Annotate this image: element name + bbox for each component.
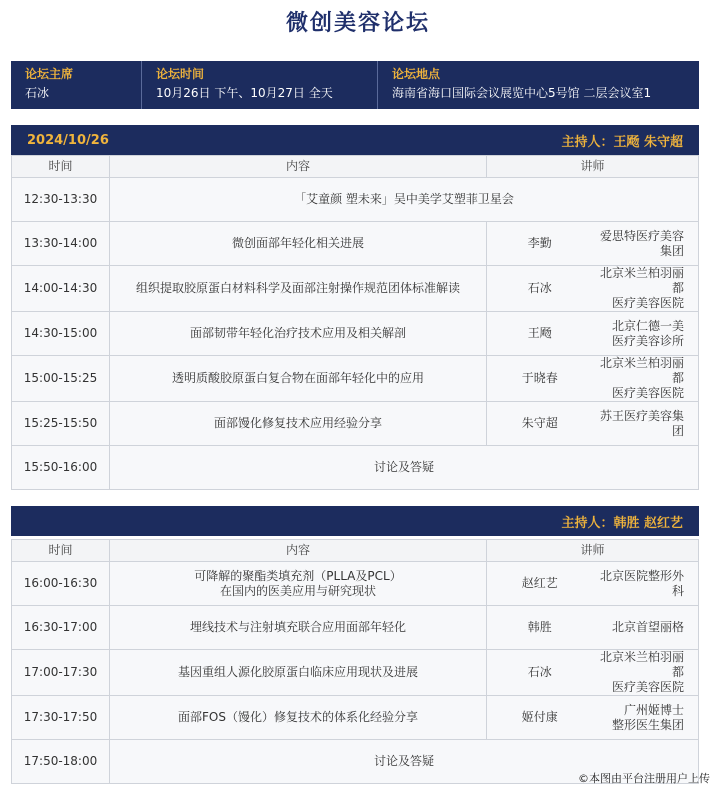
section1-schedule-table — [11, 155, 699, 490]
session-topic: 组织提取胶原蛋白材料科学及面部注射操作规范团体标准解读 — [110, 266, 487, 312]
table-row — [12, 402, 699, 446]
table-row — [12, 650, 699, 696]
speaker-name: 于晓春 — [487, 356, 593, 402]
speaker-name: 姬付康 — [487, 696, 593, 740]
session-time: 14:00-14:30 — [12, 266, 110, 312]
session-time: 13:30-14:00 — [12, 222, 110, 266]
page-title: 微创美容论坛 — [285, 11, 430, 36]
session-topic: 透明质酸胶原蛋白复合物在面部年轻化中的应用 — [110, 356, 487, 402]
speaker-name: 石冰 — [487, 650, 593, 696]
section1-header — [11, 125, 699, 155]
speaker-organization: 苏王医疗美容集团 — [593, 402, 699, 446]
place-value: 海南省海口国际会议展览中心5号馆 二层会议室1 — [392, 86, 652, 100]
time-label: 论坛时间 — [156, 67, 205, 81]
session-time: 17:50-18:00 — [12, 740, 110, 784]
speaker-name: 朱守超 — [487, 402, 593, 446]
session-topic: 微创面部年轻化相关进展 — [110, 222, 487, 266]
table-row — [12, 178, 699, 222]
session-topic: 面部FOS（馒化）修复技术的体系化经验分享 — [110, 696, 487, 740]
place-label: 论坛地点 — [392, 67, 441, 81]
session-time: 17:00-17:30 — [12, 650, 110, 696]
session-topic: 可降解的聚酯类填充剂（PLLA及PCL） 在国内的医美应用与研究现状 — [110, 562, 487, 606]
section2-header — [11, 506, 699, 536]
speaker-organization: 北京米兰柏羽丽都 医疗美容医院 — [593, 266, 699, 312]
header-speaker: 讲师 — [487, 156, 699, 178]
section2-host: 主持人：韩胜 赵红艺 — [561, 515, 683, 531]
session-time: 16:00-16:30 — [12, 562, 110, 606]
header-content: 内容 — [110, 540, 487, 562]
place-cell — [377, 61, 699, 109]
speaker-organization: 北京仁德一美 医疗美容诊所 — [593, 312, 699, 356]
session-topic: 「艾童颜 塑未来」吴中美学艾塑菲卫星会 — [110, 178, 699, 222]
table-row — [12, 312, 699, 356]
table-row — [12, 266, 699, 312]
header-time: 时间 — [12, 540, 110, 562]
session-topic: 埋线技术与注射填充联合应用面部年轻化 — [110, 606, 487, 650]
table-row — [12, 222, 699, 266]
speaker-organization: 北京米兰柏羽丽都 医疗美容医院 — [593, 356, 699, 402]
table-row — [12, 562, 699, 606]
session-time: 15:25-15:50 — [12, 402, 110, 446]
session-topic: 面部馒化修复技术应用经验分享 — [110, 402, 487, 446]
table-row — [12, 356, 699, 402]
table-row — [12, 446, 699, 490]
speaker-name: 赵红艺 — [487, 562, 593, 606]
table-header-row — [12, 156, 699, 178]
session-time: 14:30-15:00 — [12, 312, 110, 356]
header-time: 时间 — [12, 156, 110, 178]
speaker-name: 韩胜 — [487, 606, 593, 650]
section1-date: 2024/10/26 — [27, 132, 109, 148]
section1-host: 主持人：王飏 朱守超 — [561, 134, 683, 150]
session-topic: 讨论及答疑 — [110, 740, 699, 784]
speaker-name: 石冰 — [487, 266, 593, 312]
chair-label: 论坛主席 — [25, 67, 74, 81]
header-content: 内容 — [110, 156, 487, 178]
header-speaker: 讲师 — [487, 540, 699, 562]
session-topic: 讨论及答疑 — [110, 446, 699, 490]
session-time: 15:50-16:00 — [12, 446, 110, 490]
speaker-organization: 北京医院整形外科 — [593, 562, 699, 606]
session-topic: 基因重组人源化胶原蛋白临床应用现状及进展 — [110, 650, 487, 696]
time-value: 10月26日 下午、10月27日 全天 — [156, 86, 333, 100]
speaker-name: 李勤 — [487, 222, 593, 266]
session-topic: 面部韧带年轻化治疗技术应用及相关解剖 — [110, 312, 487, 356]
watermark: ©本图由平台注册用户上传 — [578, 772, 710, 785]
session-time: 12:30-13:30 — [12, 178, 110, 222]
chair-value: 石冰 — [25, 86, 50, 100]
section2-schedule-table — [11, 539, 699, 784]
speaker-name: 王飏 — [487, 312, 593, 356]
speaker-organization: 广州姬博士 整形医生集团 — [593, 696, 699, 740]
table-row — [12, 606, 699, 650]
time-cell — [141, 61, 377, 109]
session-time: 15:00-15:25 — [12, 356, 110, 402]
speaker-organization: 北京米兰柏羽丽都 医疗美容医院 — [593, 650, 699, 696]
session-time: 17:30-17:50 — [12, 696, 110, 740]
speaker-organization: 北京首望丽格 — [593, 606, 699, 650]
chair-cell — [11, 61, 141, 109]
speaker-organization: 爱思特医疗美容集团 — [593, 222, 699, 266]
table-header-row — [12, 540, 699, 562]
table-row — [12, 696, 699, 740]
forum-info-bar — [11, 61, 699, 109]
session-time: 16:30-17:00 — [12, 606, 110, 650]
